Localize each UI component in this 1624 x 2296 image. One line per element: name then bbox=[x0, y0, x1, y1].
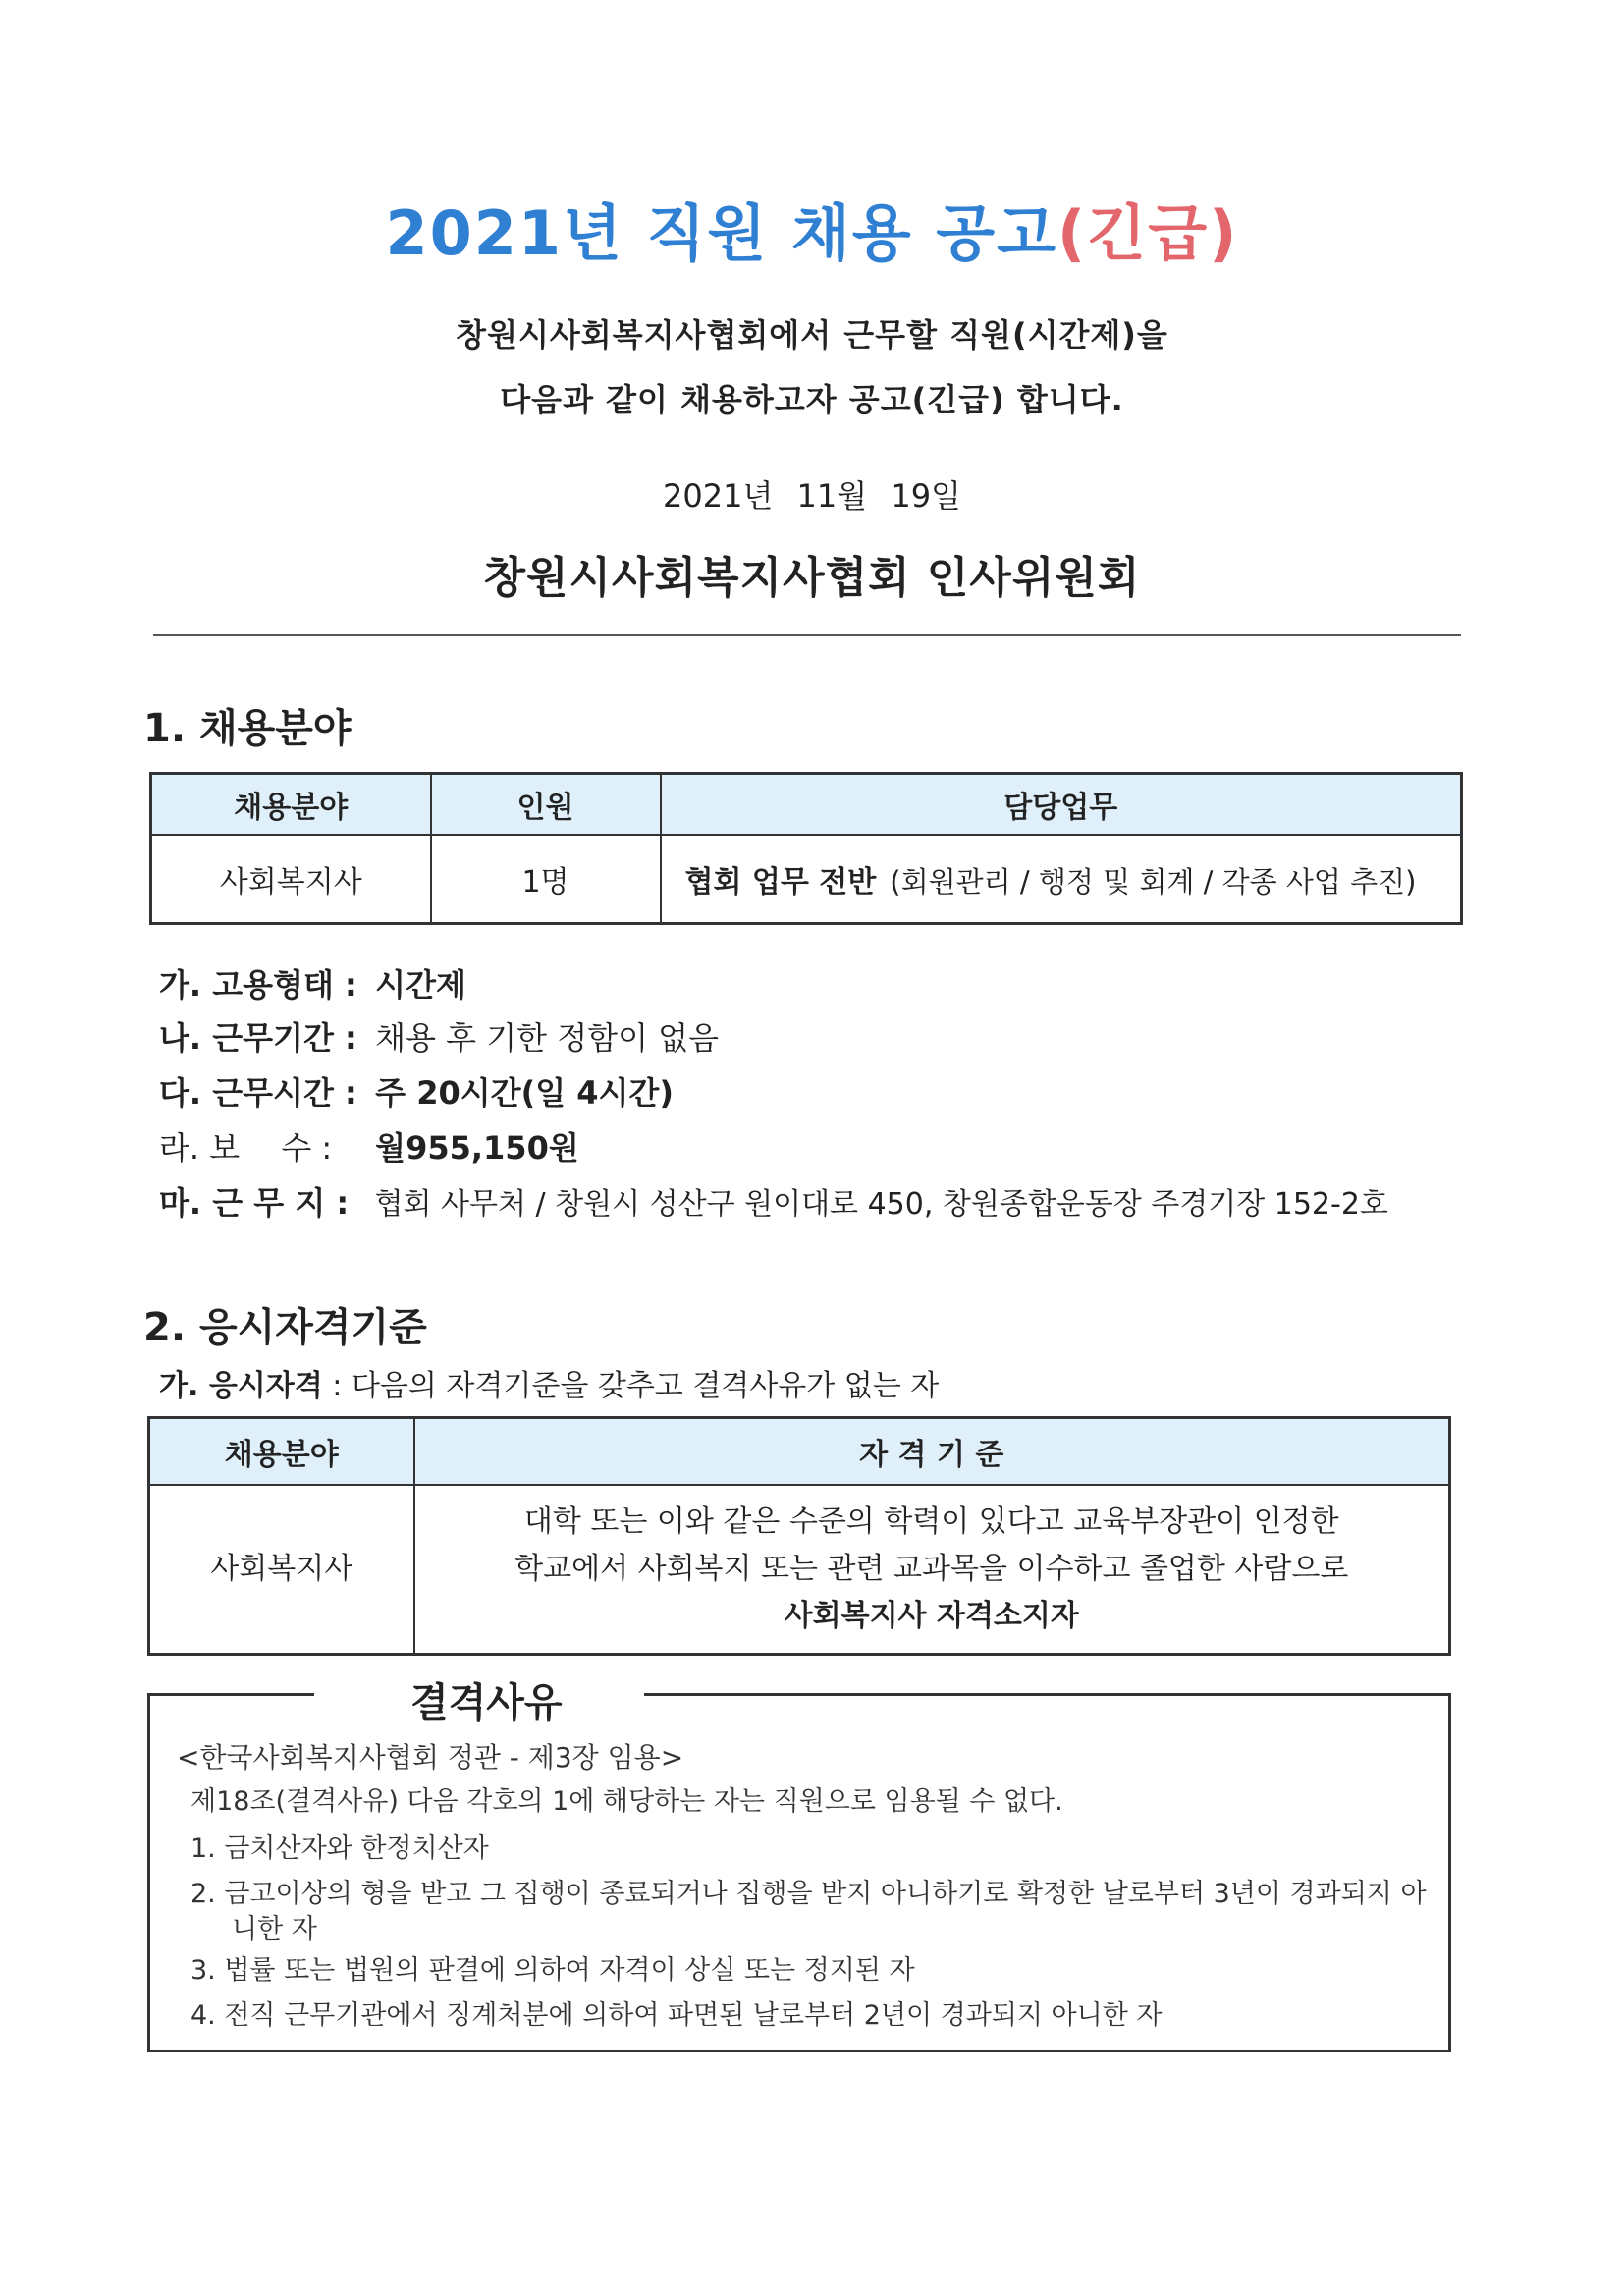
list-item bbox=[159, 1013, 719, 1059]
disqualification-source: <한국사회복지사협회 정관 - 제3장 임용> bbox=[177, 1741, 684, 1774]
column-header-criteria: 자 격 기 준 bbox=[414, 1418, 1450, 1486]
item-value: 시간제 bbox=[375, 966, 466, 1004]
intro-line-1: 창원시사회복지사협회에서 근무할 직원(시간제)을 bbox=[456, 316, 1168, 354]
list-item bbox=[159, 960, 466, 1006]
criteria-line-2: 학교에서 사회복지 또는 관련 교과목을 이수하고 졸업한 사람으로 bbox=[514, 1552, 1349, 1586]
cell-field: 사회복지사 bbox=[149, 1485, 414, 1655]
list-item: 1. 금치산자와 한정치산자 bbox=[190, 1833, 489, 1864]
criteria-line-1: 대학 또는 이와 같은 수준의 학력이 있다고 교육부장관이 인정한 bbox=[523, 1504, 1339, 1539]
list-item: 3. 법률 또는 법원의 판결에 의하여 자격이 상실 또는 정지된 자 bbox=[190, 1955, 915, 1986]
cell-field: 사회복지사 bbox=[151, 835, 431, 924]
list-item: 4. 전직 근무기관에서 징계처분에 의하여 파면된 날로부터 2년이 경과되지 아니한 자 bbox=[190, 2000, 1163, 2031]
item-label: 다. 근무시간 : bbox=[159, 1074, 357, 1112]
header-divider bbox=[153, 634, 1461, 636]
column-header-field: 채용분야 bbox=[149, 1418, 414, 1486]
disqualification-title: 결격사유 bbox=[410, 1671, 563, 1727]
column-header-duty: 담당업무 bbox=[661, 774, 1462, 836]
intro-line-2: 다음과 같이 채용하고자 공고(긴급) 합니다. bbox=[500, 381, 1124, 418]
disqualification-article: 제18조(결격사유) 다음 각호의 1에 해당하는 자는 직원으로 임용될 수 없다. bbox=[190, 1786, 1063, 1817]
duty-detail: (회원관리 / 행정 및 회계 / 각종 사업 추진) bbox=[890, 865, 1417, 899]
item-value: 채용 후 기한 정함이 없음 bbox=[375, 1019, 719, 1057]
list-item-continuation: 니한 자 bbox=[232, 1914, 317, 1944]
item-label: 나. 근무기간 : bbox=[159, 1019, 357, 1057]
eligibility-label: 가. 응시자격 bbox=[159, 1369, 323, 1403]
item-label: 마. 근 무 지 : bbox=[159, 1184, 350, 1222]
column-header-field: 채용분야 bbox=[151, 774, 431, 836]
cell-count: 1명 bbox=[431, 835, 661, 924]
recruitment-field-table bbox=[149, 772, 1463, 925]
eligibility-value: : 다음의 자격기준을 갖추고 결격사유가 없는 자 bbox=[332, 1369, 940, 1403]
list-item bbox=[159, 1123, 579, 1169]
list-item bbox=[159, 1068, 674, 1114]
section-2-heading: 2. 응시자격기준 bbox=[143, 1305, 427, 1350]
item-label: 가. 고용형태 : bbox=[159, 966, 357, 1004]
title-main: 2021년 직원 채용 공고 bbox=[385, 197, 1058, 269]
table-row bbox=[149, 1485, 1450, 1655]
table-row bbox=[151, 835, 1462, 924]
list-item: 2. 금고이상의 형을 받고 그 집행이 종료되거나 집행을 받지 아니하기로 확정한 날로부터 3년이 경과되지 아 bbox=[190, 1879, 1427, 1909]
column-header-count: 인원 bbox=[431, 774, 661, 836]
duty-main: 협회 업무 전반 bbox=[684, 865, 877, 900]
cell-criteria bbox=[414, 1485, 1450, 1655]
issuing-organization: 창원시사회복지사협회 인사위원회 bbox=[483, 553, 1141, 603]
notice-date: 2021년 11월 19일 bbox=[663, 477, 961, 515]
item-value: 월955,150원 bbox=[375, 1129, 579, 1167]
table-header-row bbox=[151, 774, 1462, 836]
list-item bbox=[159, 1178, 1388, 1224]
page-title bbox=[0, 185, 1624, 272]
criteria-line-3: 사회복지사 자격소지자 bbox=[784, 1599, 1079, 1633]
table-header-row bbox=[149, 1418, 1450, 1486]
qualification-table bbox=[147, 1416, 1451, 1656]
section-1-heading: 1. 채용분야 bbox=[143, 706, 352, 751]
item-value: 주 20시간(일 4시간) bbox=[375, 1074, 674, 1112]
item-label: 라. 보 수 : bbox=[159, 1129, 333, 1167]
title-urgent: (긴급) bbox=[1057, 197, 1239, 269]
eligibility-line bbox=[159, 1361, 939, 1404]
item-value: 협회 사무처 / 창원시 성산구 원이대로 450, 창원종합운동장 주경기장 152-2호 bbox=[374, 1187, 1388, 1222]
cell-duty bbox=[661, 835, 1462, 924]
